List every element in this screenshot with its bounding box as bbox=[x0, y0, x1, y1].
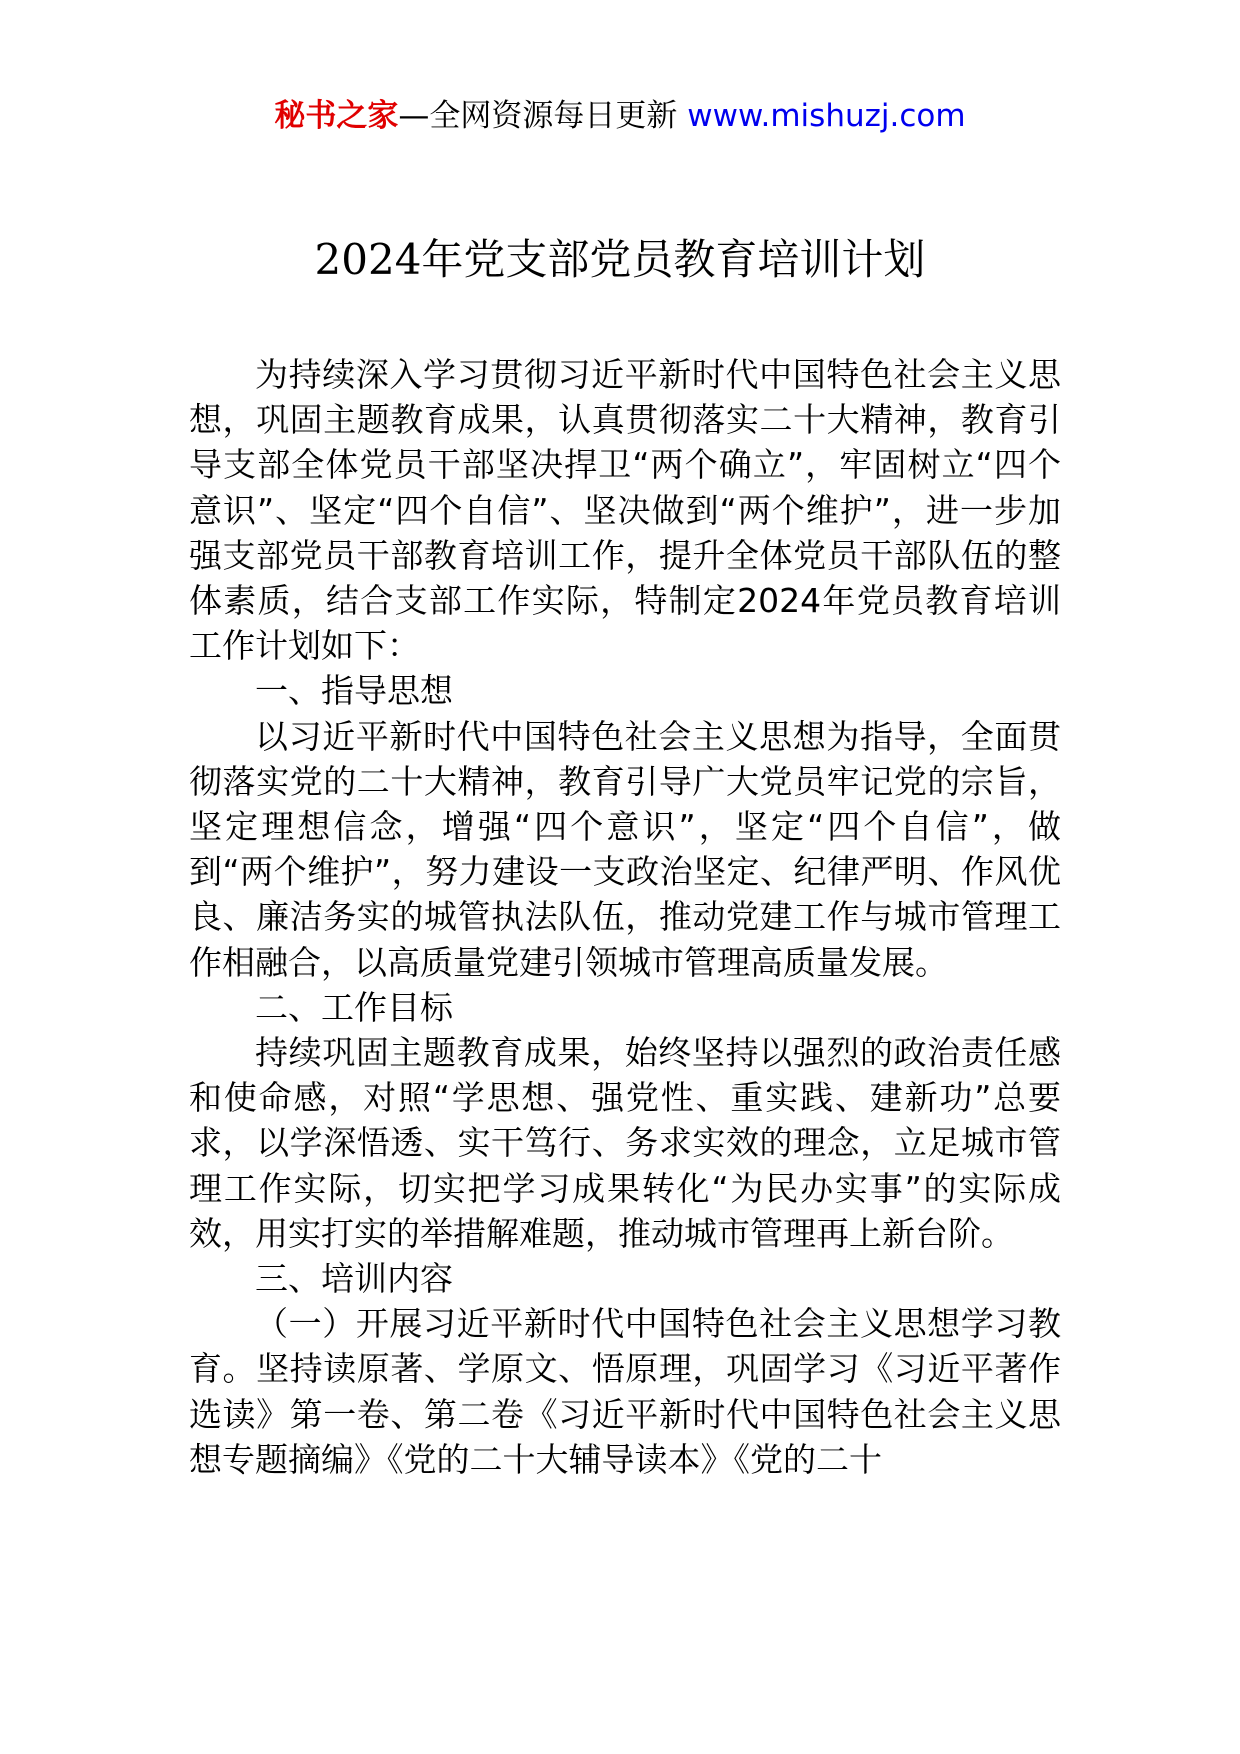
guiding-thought-paragraph: 以习近平新时代中国特色社会主义思想为指导，全面贯彻落实党的二十大精神，教育引导广大党员牢记党的宗旨，坚定理想信念，增强“四个意识”，坚定“四个自信”，做到“两个维护”，努力建设一支政治坚定、纪律严明、作风优良、廉洁务实的城管执法队伍，推动党建工作与城市管理工作相融合，以高质量党建引领城市管理高质量发展。 bbox=[189, 716, 1061, 982]
header-tagline: —全网资源每日更新 bbox=[398, 98, 678, 134]
section-heading-guiding-thought: 一、指导思想 bbox=[255, 671, 453, 711]
work-goals-paragraph: 持续巩固主题教育成果，始终坚持以强烈的政治责任感和使命感，对照“学思想、强党性、重实践、建新功”总要求，以学深悟透、实干笃行、务求实效的理念，立足城市管理工作实际，切实把学习成果转化“为民办实事”的实际成效，用实打实的举措解难题，推动城市管理再上新台阶。 bbox=[189, 1033, 1061, 1253]
intro-paragraph: 为持续深入学习贯彻习近平新时代中国特色社会主义思想，巩固主题教育成果，认真贯彻落实二十大精神，教育引导支部全体党员干部坚决捍卫“两个确立”，牢固树立“四个意识”、坚定“四个自信”、坚决做到“两个维护”，进一步加强支部党员干部教育培训工作，提升全体党员干部队伍的整体素质，结合支部工作实际，特制定2024年党员教育培训工作计划如下： bbox=[189, 355, 1061, 666]
document-title: 2024年党支部党员教育培训计划 bbox=[314, 235, 926, 284]
training-content-paragraph: （一）开展习近平新时代中国特色社会主义思想学习教育。坚持读原著、学原文、悟原理，巩固学习《习近平著作选读》第一卷、第二卷《习近平新时代中国特色社会主义思想专题摘编》《党的二十大辅导读本》《党的二十 bbox=[189, 1304, 1061, 1479]
site-header bbox=[0, 96, 1240, 136]
section-heading-work-goals: 二、工作目标 bbox=[255, 987, 453, 1027]
site-url-link[interactable]: www.mishuzj.com bbox=[687, 98, 966, 134]
brand-name: 秘书之家 bbox=[274, 98, 399, 134]
document-body bbox=[189, 352, 1061, 1482]
section-heading-training-content: 三、培训内容 bbox=[255, 1259, 453, 1299]
